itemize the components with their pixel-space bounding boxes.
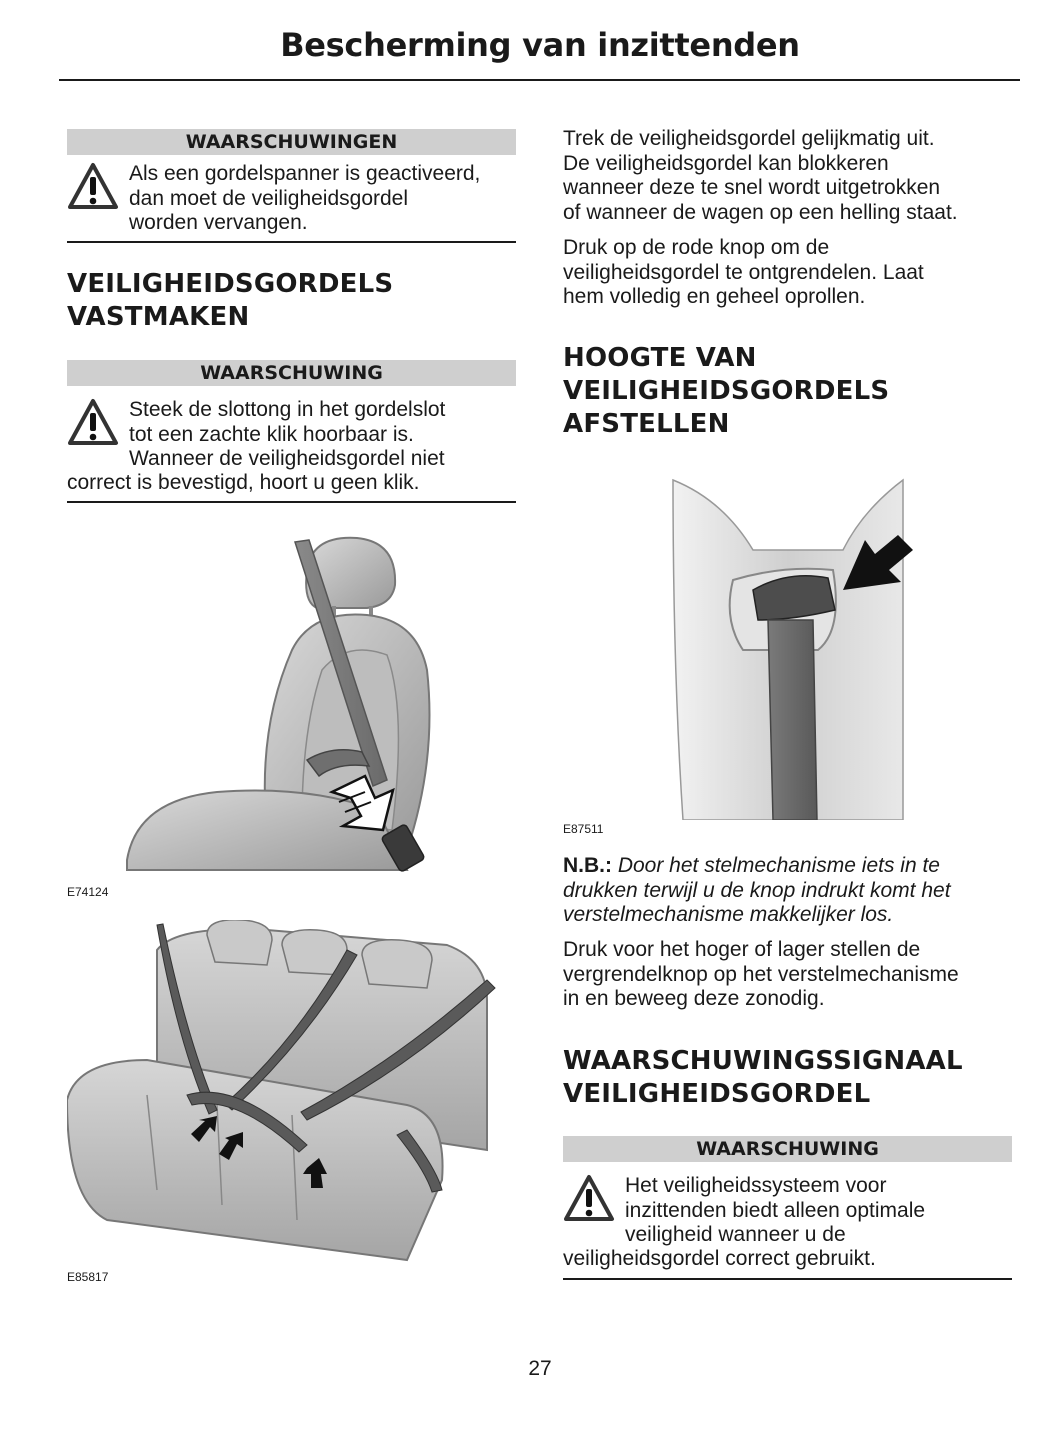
heading-line: HOOGTE VAN — [563, 343, 757, 373]
text-line: inzittenden biedt alleen optimale — [625, 1198, 926, 1222]
figure-caption: E74124 — [67, 885, 109, 899]
text-line: hem volledig en geheel oprollen. — [563, 285, 866, 308]
heading-line: AFSTELLEN — [563, 409, 730, 439]
text-line: Als een gordelspanner is geactiveerd, — [129, 162, 481, 185]
text-line: in en beweeg deze zonodig. — [563, 987, 825, 1010]
text-line: Steek de slottong in het gordelslot — [129, 398, 446, 421]
text-line: wanneer deze te snel wordt uitgetrokken — [563, 176, 941, 199]
warning-text — [625, 1174, 925, 1248]
text-line: Het veiligheidssysteem voor — [625, 1174, 887, 1197]
right-column — [563, 0, 1012, 1449]
paragraph — [563, 236, 1023, 310]
warning-heading: WAARSCHUWINGEN — [67, 129, 516, 155]
warning-text — [129, 398, 445, 472]
warning-heading: WAARSCHUWING — [67, 360, 516, 386]
warning-divider — [67, 241, 516, 243]
note-text: Door het stelmechanisme iets in te — [612, 854, 940, 877]
text-line: Trek de veiligheidsgordel gelijkmatig uit. — [563, 127, 935, 150]
text-line: Druk op de rode knop om de — [563, 236, 830, 259]
note-paragraph — [563, 854, 1023, 928]
text-line: De veiligheidsgordel kan blokkeren — [563, 151, 889, 175]
left-column — [67, 0, 516, 1449]
belt-height-adjuster-illustration — [603, 470, 963, 820]
warning-text-last-line: veiligheidsgordel correct gebruikt. — [563, 1247, 876, 1270]
warning-text — [129, 162, 480, 236]
warning-divider — [563, 1278, 1012, 1280]
section-heading — [563, 1045, 1012, 1111]
warning-triangle-icon — [563, 1174, 615, 1222]
text-line: worden vervangen. — [129, 211, 308, 234]
heading-line: WAARSCHUWINGSSIGNAAL — [563, 1046, 963, 1076]
heading-line: VASTMAKEN — [67, 302, 250, 332]
section-heading — [67, 268, 516, 334]
note-text: drukken terwijl u de knop indrukt komt het — [563, 878, 951, 902]
note-line — [563, 854, 1023, 879]
front-seat-illustration — [107, 530, 507, 890]
paragraph — [563, 938, 1023, 1012]
rear-seat-illustration — [67, 920, 512, 1270]
warning-heading: WAARSCHUWING — [563, 1136, 1012, 1162]
text-line: dan moet de veiligheidsgordel — [129, 186, 409, 210]
note-text: verstelmechanisme makkelijker los. — [563, 903, 894, 926]
heading-line: VEILIGHEIDSGORDEL — [563, 1079, 871, 1109]
figure-caption: E87511 — [563, 822, 604, 836]
text-line: Wanneer de veiligheidsgordel niet — [129, 447, 445, 470]
page-title: Bescherming van inzittenden — [280, 26, 800, 64]
warning-divider — [67, 501, 516, 503]
heading-line: VEILIGHEIDSGORDELS — [67, 269, 394, 299]
warning-triangle-icon — [67, 162, 119, 210]
note-label: N.B.: — [563, 854, 612, 877]
text-line: Druk voor het hoger of lager stellen de — [563, 938, 921, 961]
text-line: of wanneer de wagen op een helling staat. — [563, 200, 958, 224]
text-line: veiligheid wanneer u de — [625, 1223, 846, 1246]
figure-caption: E85817 — [67, 1270, 109, 1284]
text-line: tot een zachte klik hoorbaar is. — [129, 422, 414, 446]
warning-triangle-icon — [67, 398, 119, 446]
section-heading — [563, 342, 1012, 441]
warning-text-last-line: correct is bevestigd, hoort u geen klik. — [67, 471, 420, 494]
page-number: 27 — [528, 1357, 552, 1380]
heading-line: VEILIGHEIDSGORDELS — [563, 376, 890, 406]
text-line: vergrendelknop op het verstelmechanisme — [563, 962, 959, 986]
text-line: veiligheidsgordel te ontgrendelen. Laat — [563, 260, 924, 284]
paragraph — [563, 127, 1023, 225]
